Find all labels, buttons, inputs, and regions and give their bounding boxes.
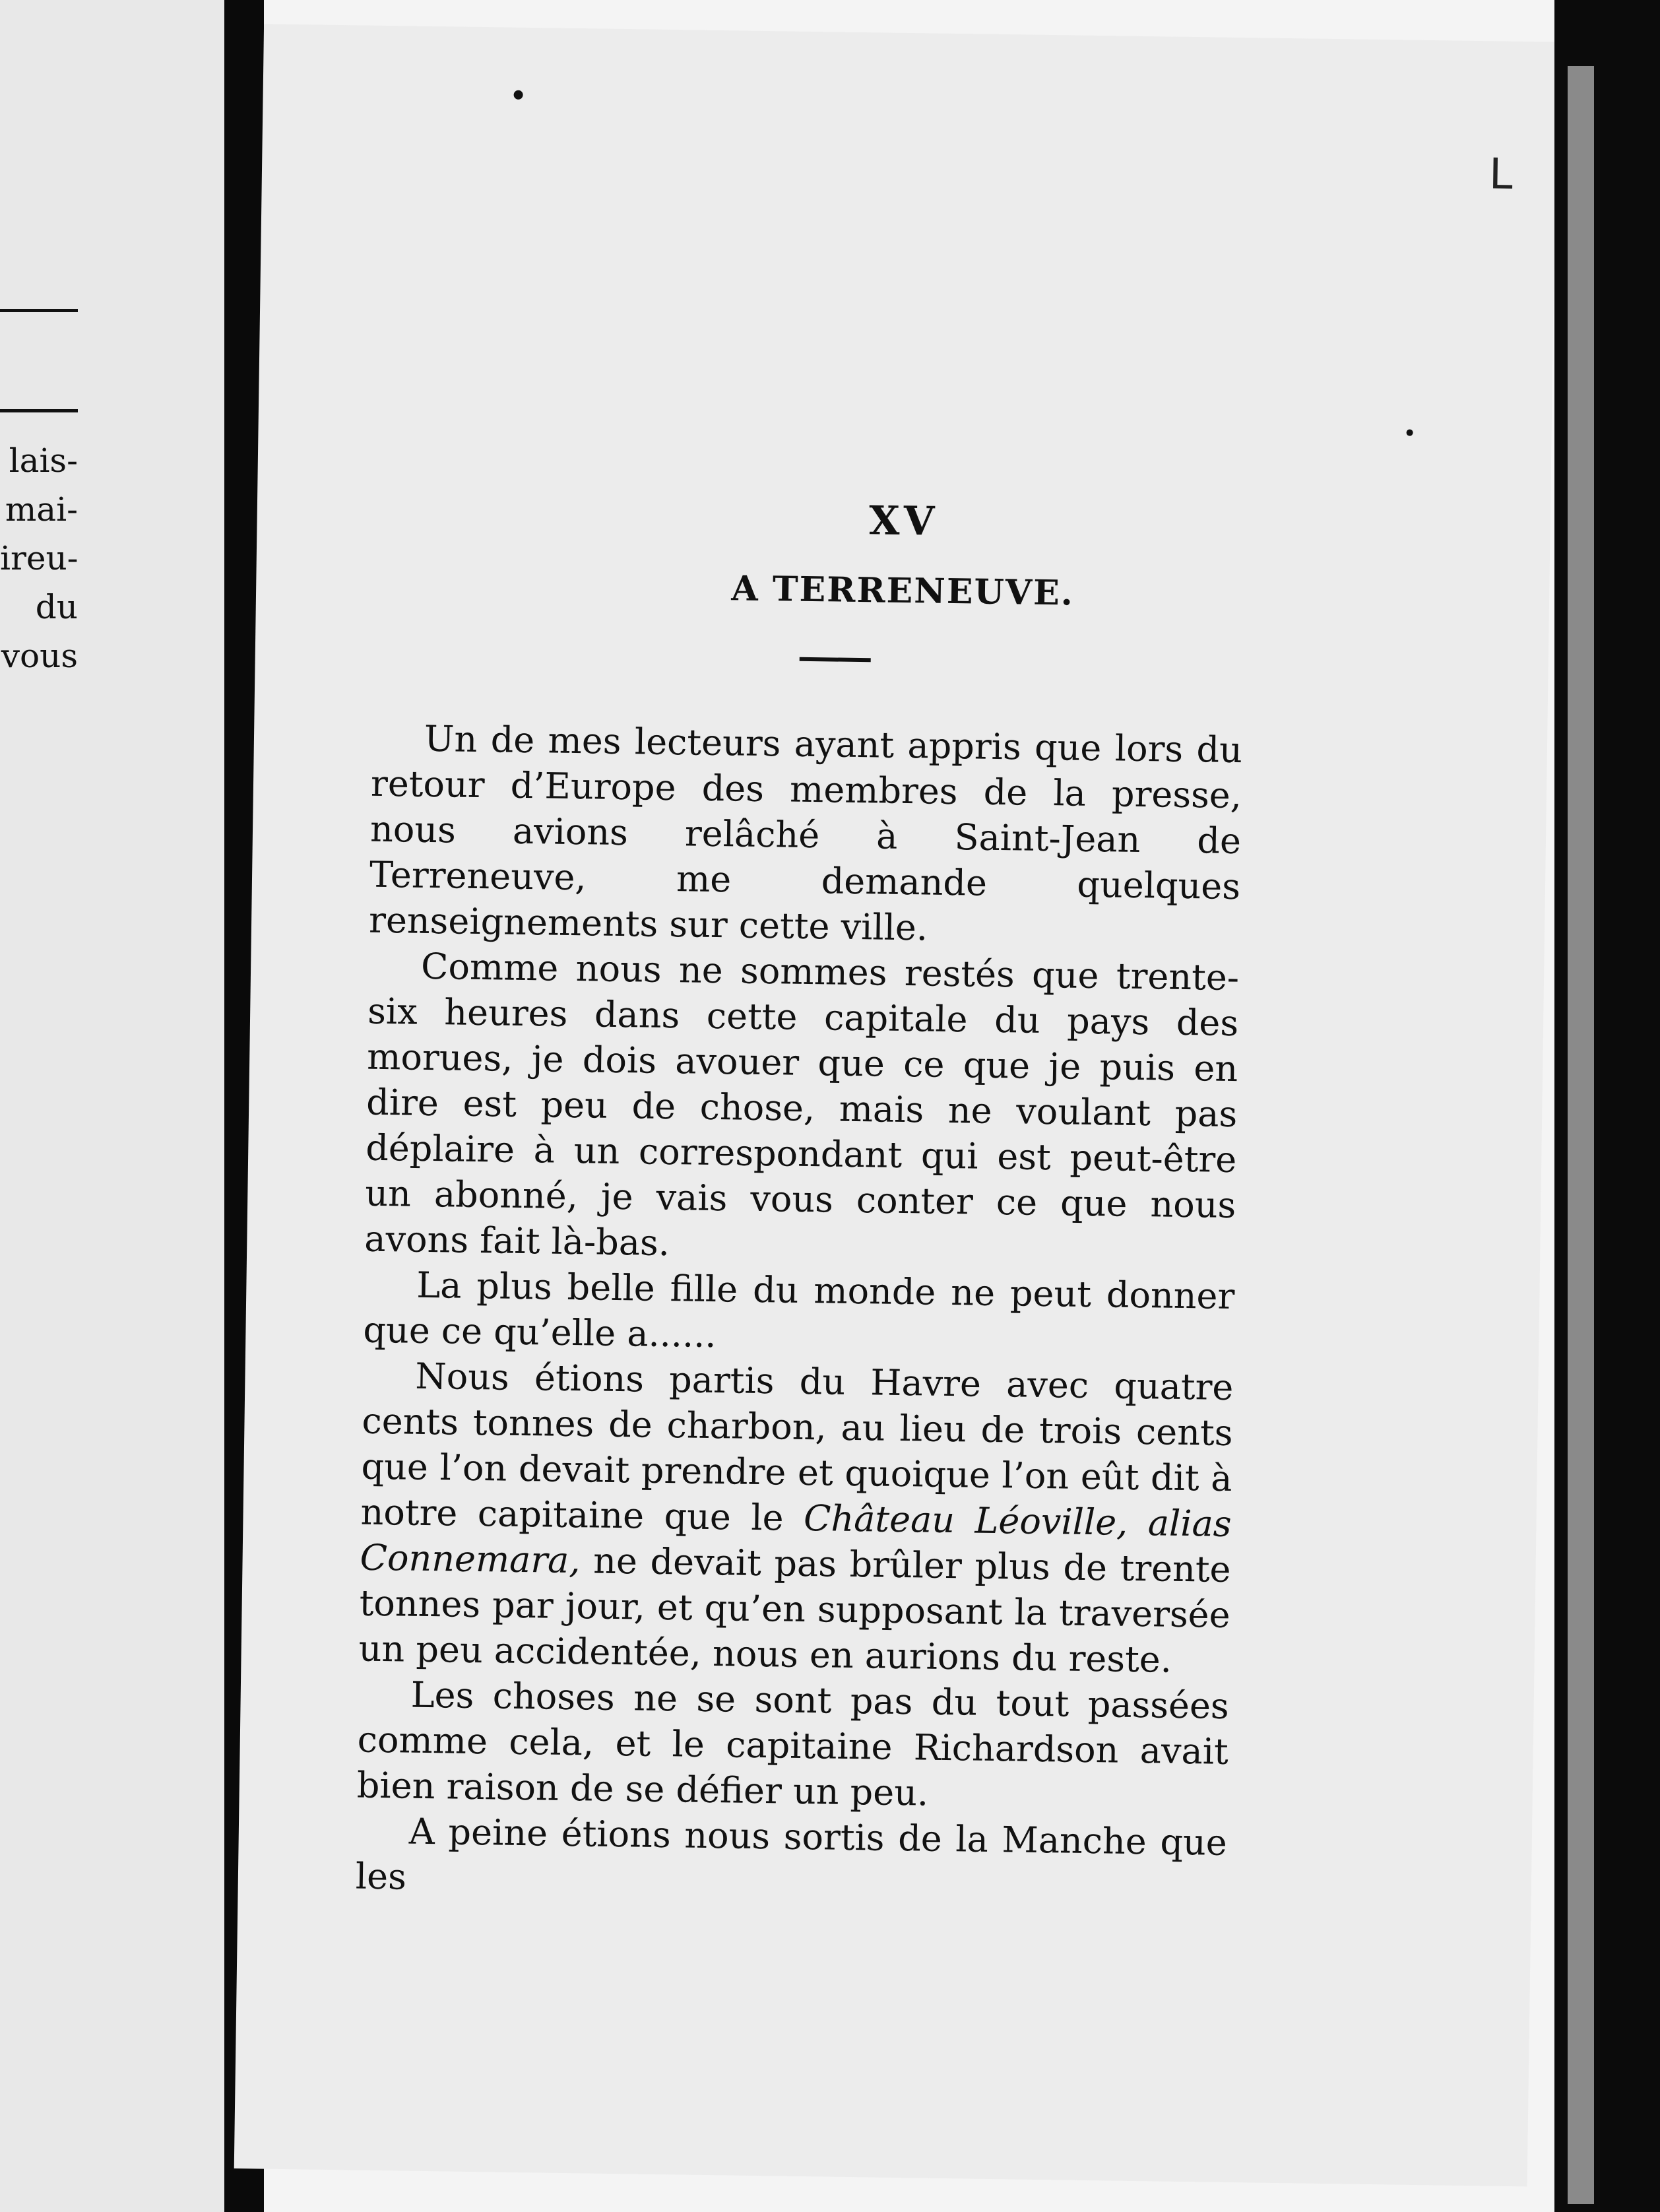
paragraph-text: ne devait pas brûler plus de trente tonnes par jour, et qu’en supposant la traversée un peu accidentée, nous en aurions du reste. xyxy=(358,1540,1231,1681)
paragraph xyxy=(358,1353,1234,1683)
title-rule xyxy=(800,657,871,663)
chapter-title: A TERRENEUVE. xyxy=(731,568,1075,614)
left-page-line: lais- xyxy=(9,441,78,480)
paragraph: Un de mes lecteurs ayant appris que lors du retour d’Europe des membres de la presse, nous avions relâché à Saint-Jean de Terreneuve, me demande quelques renseignements sur cette ville. xyxy=(368,717,1243,949)
page-edge-strip xyxy=(1568,66,1594,2204)
left-page-rule xyxy=(0,309,78,312)
ink-speck xyxy=(514,90,523,100)
left-page-text xyxy=(0,438,78,682)
ship-name: Château Léoville, alias Connemara, xyxy=(360,1497,1232,1582)
main-page xyxy=(234,24,1557,2186)
paragraph: A peine étions nous sortis de la Manche que les xyxy=(355,1810,1228,1898)
paragraph-text: Nous étions partis du Havre avec quatre cents tonnes de charbon, au lieu de trois cents que l’on devait prendre et quoique l’on eût dit à notre capitaine que le xyxy=(360,1355,1234,1539)
left-page-line: vous xyxy=(1,637,78,675)
previous-page-fragment xyxy=(0,0,224,2212)
left-page-line: du xyxy=(35,588,78,626)
margin-pencil-mark: L xyxy=(1488,150,1514,199)
chapter-number: XV xyxy=(868,498,939,545)
paragraph: Comme nous ne sommes restés que trente-six heures dans cette capitale du pays des morues, je dois avouer que ce que je puis en dire est peu de chose, mais ne voulant pas déplaire à un correspondant qui est peut-être un abonné, je vais vous conter ce que nous avons fait là-bas. xyxy=(364,945,1240,1264)
ink-speck xyxy=(1407,430,1413,436)
left-page-line: ireu- xyxy=(0,539,79,577)
paragraph: Les choses ne se sont pas du tout passées comme cela, et le capitaine Richardson avait bien raison de se défier un peu. xyxy=(356,1674,1230,1814)
left-page-rule xyxy=(0,409,78,412)
left-page-line: mai- xyxy=(5,490,78,529)
paragraph: La plus belle fille du monde ne peut donner que ce qu’elle a...... xyxy=(363,1264,1235,1356)
body-text xyxy=(355,715,1242,1911)
